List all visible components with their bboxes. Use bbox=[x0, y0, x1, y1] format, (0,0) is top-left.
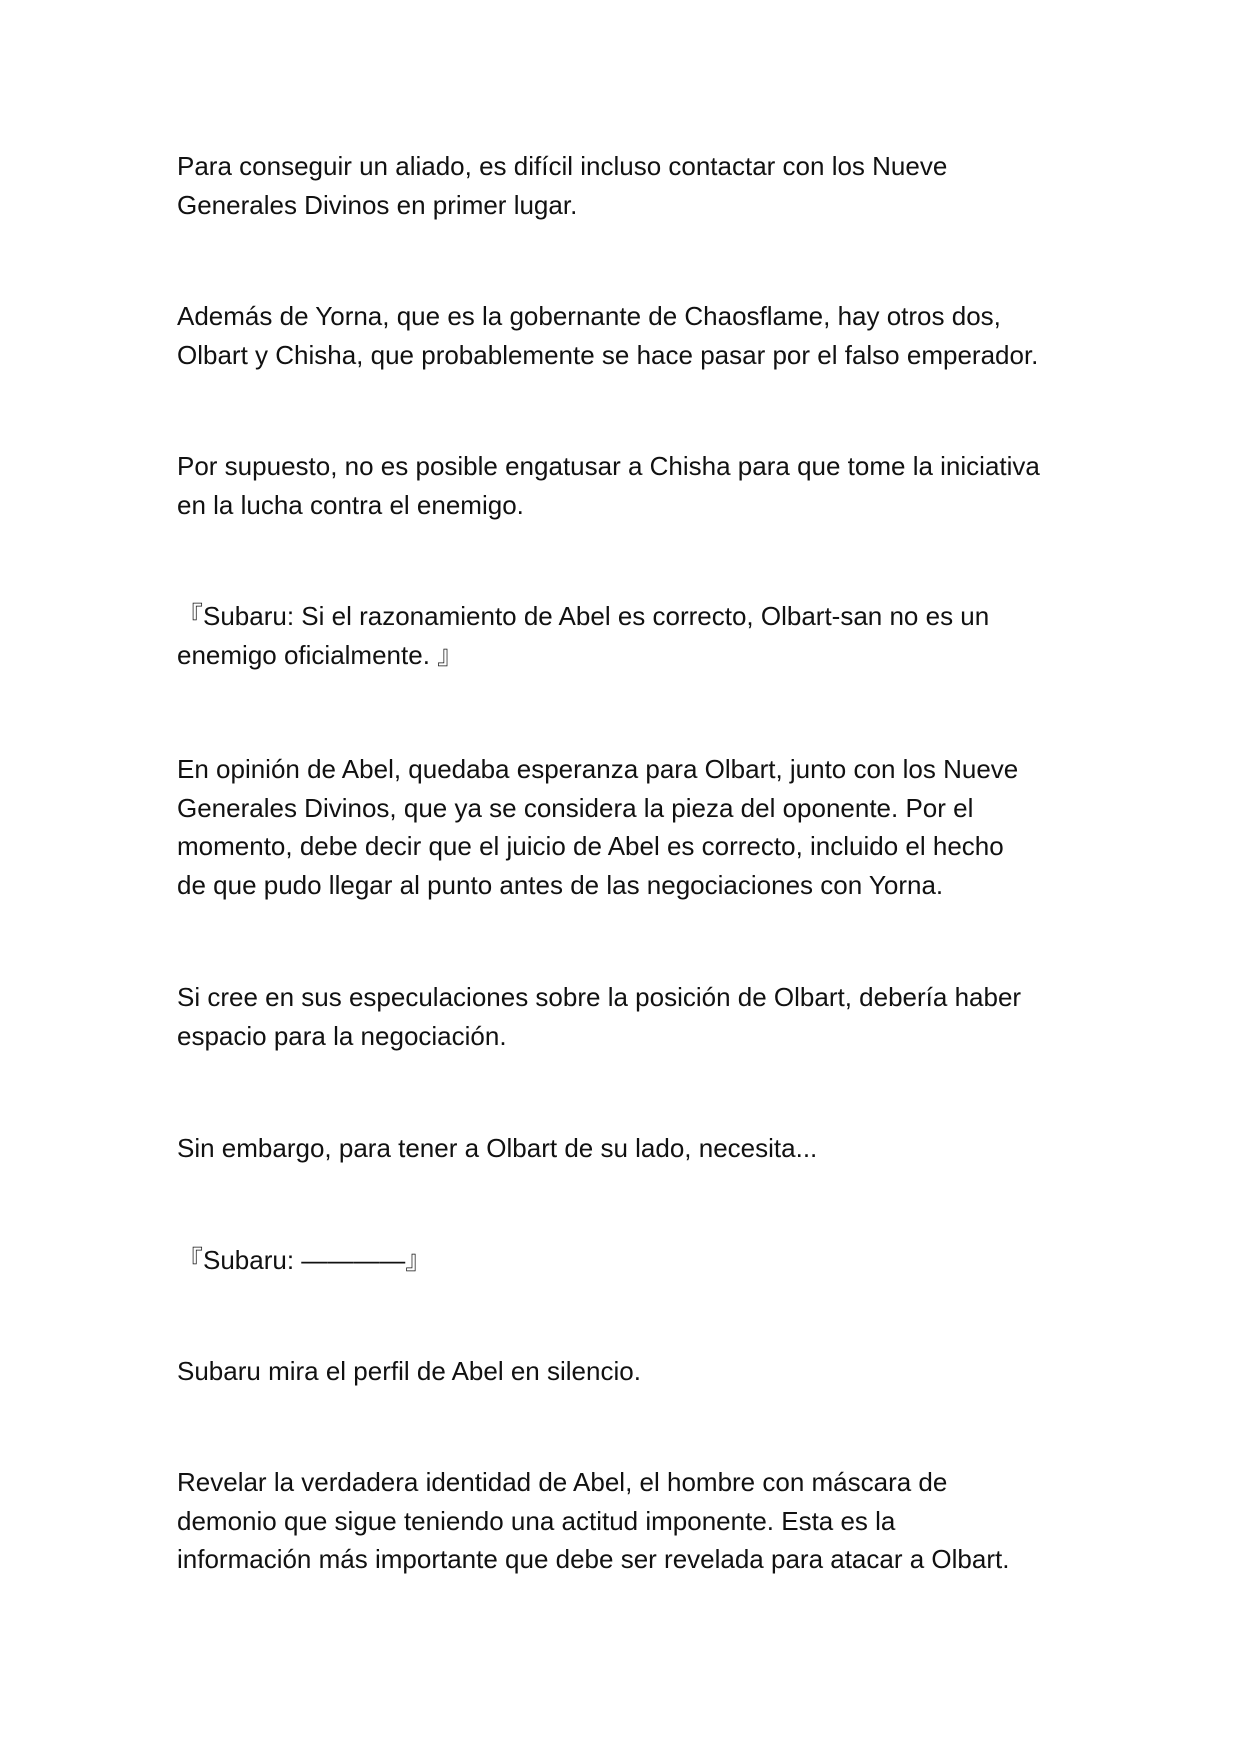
paragraph-5 bbox=[177, 750, 1077, 904]
text-line: Para conseguir un aliado, es difícil incluso contactar con los Nueve bbox=[177, 151, 948, 181]
text-line: Generales Divinos en primer lugar. bbox=[177, 189, 578, 220]
text-line: información más importante que debe ser revelada para atacar a Olbart. bbox=[177, 1544, 1010, 1574]
text-line: Olbart y Chisha, que probablemente se hace pasar por el falso emperador. bbox=[177, 339, 1039, 370]
text-line: Subaru mira el perfil de Abel en silencio. bbox=[177, 1356, 641, 1386]
text-line: de que pudo llegar al punto antes de las negociaciones con Yorna. bbox=[177, 869, 944, 900]
paragraph-8-dialogue bbox=[177, 1241, 1077, 1280]
paragraph-7 bbox=[177, 1129, 1077, 1168]
text-line: 『Subaru: Si el razonamiento de Abel es correcto, Olbart-san no es un bbox=[177, 601, 990, 631]
text-line: Por supuesto, no es posible engatusar a Chisha para que tome la iniciativa bbox=[177, 451, 1040, 481]
paragraph-1 bbox=[177, 147, 1077, 224]
text-line: Generales Divinos, que ya se considera la pieza del oponente. Por el bbox=[177, 792, 974, 823]
text-line: En opinión de Abel, quedaba esperanza para Olbart, junto con los Nueve bbox=[177, 754, 1019, 784]
text-line: 『Subaru: ————』 bbox=[177, 1245, 432, 1275]
text-line: Sin embargo, para tener a Olbart de su lado, necesita... bbox=[177, 1133, 818, 1163]
text-line: Además de Yorna, que es la gobernante de Chaosflame, hay otros dos, bbox=[177, 301, 1001, 331]
paragraph-6 bbox=[177, 978, 1077, 1055]
text-line: momento, debe decir que el juicio de Abel es correcto, incluido el hecho bbox=[177, 831, 1004, 861]
text-line: Revelar la verdadera identidad de Abel, el hombre con máscara de bbox=[177, 1467, 948, 1497]
text-line: en la lucha contra el enemigo. bbox=[177, 489, 524, 520]
text-line: Si cree en sus especulaciones sobre la posición de Olbart, debería haber bbox=[177, 982, 1022, 1012]
paragraph-3 bbox=[177, 447, 1077, 524]
text-line: espacio para la negociación. bbox=[177, 1020, 507, 1051]
paragraph-9 bbox=[177, 1352, 1077, 1391]
text-line: demonio que sigue teniendo una actitud imponente. Esta es la bbox=[177, 1505, 896, 1536]
paragraph-4-dialogue bbox=[177, 597, 1077, 674]
text-line: enemigo oficialmente. 』 bbox=[177, 639, 464, 670]
paragraph-2 bbox=[177, 297, 1077, 374]
paragraph-10 bbox=[177, 1463, 1077, 1579]
